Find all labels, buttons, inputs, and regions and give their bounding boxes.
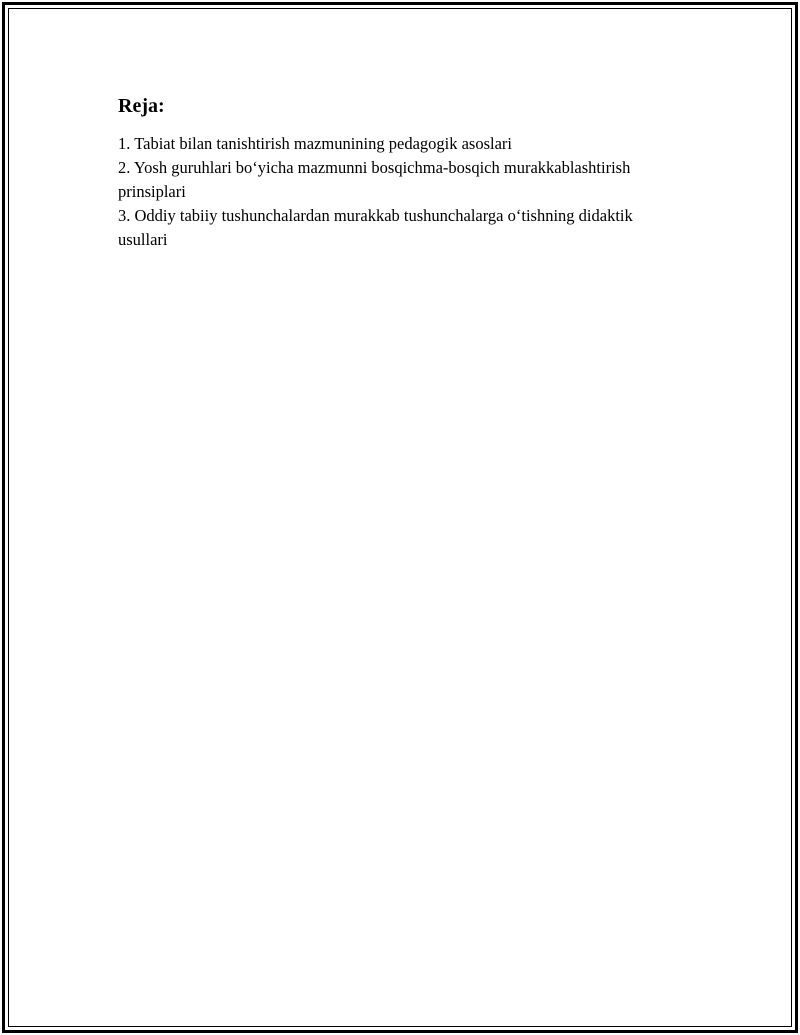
document-content — [118, 94, 658, 252]
plan-item-1: 1. Tabiat bilan tanishtirish mazmunining pedagogik asoslari — [118, 134, 513, 153]
plan-item-3: 3. Oddiy tabiiy tushunchalardan murakkab tushunchalarga o‘tishning didaktik usullari — [118, 206, 633, 249]
plan-list — [118, 132, 658, 252]
plan-item-2: 2. Yosh guruhlari bo‘yicha mazmunni bosqichma-bosqich murakkablashtirish prinsiplari — [118, 158, 631, 201]
plan-heading: Reja: — [118, 95, 165, 117]
